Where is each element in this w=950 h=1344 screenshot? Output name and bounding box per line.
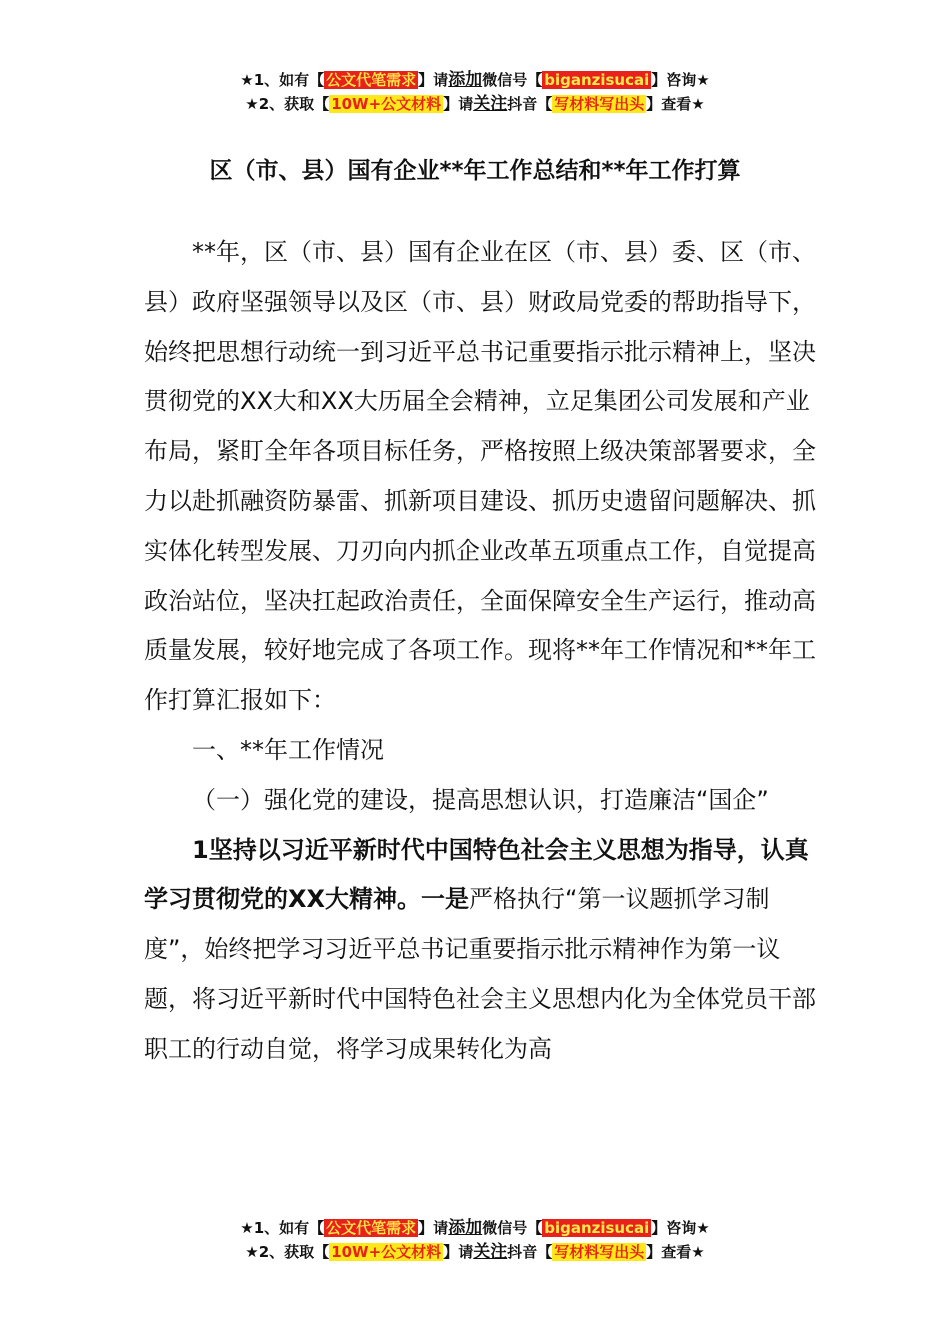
banner-highlight: biganzisucai [544,71,650,89]
banner-text: 】查看★ [646,95,705,113]
body-paragraph [144,826,824,1075]
subsection-heading: （一）强化党的建设，提高思想认识，打造廉洁“国企” [192,785,769,814]
banner-text: 微信号【 [482,71,543,89]
banner-text: ★1、如有【 [240,1219,325,1237]
banner-text: 】请 [418,71,449,89]
banner-line-1 [0,1216,950,1240]
banner-text: 】咨询★ [651,1219,710,1237]
banner-highlight: 写材料写出头 [554,1243,645,1261]
document-title: 区（市、县）国有企业**年工作总结和**年工作打算 [209,158,741,184]
banner-text: 抖音【 [507,1243,553,1261]
banner-text: ★1、如有【 [240,71,325,89]
banner-highlight: biganzisucai [544,1219,650,1237]
banner-highlight: 写材料写出头 [554,95,645,113]
paragraph-text: 严格执行“第一议题抓学习制度”，始终把学习习近平总书记重要指示批示精神作为第一议题，将习近平新时代中国特色社会主义思想内化为全体党员干部职工的行动自觉，将学习成果转化为高 [144,885,816,1063]
banner-emphasis: 关注 [473,94,508,114]
banner-highlight: 10W+公文材料 [331,1243,442,1261]
banner-line-2 [0,1240,950,1264]
banner-highlight: 公文代笔需求 [326,71,417,89]
banner-text: ★2、获取【 [245,95,330,113]
banner-emphasis: 关注 [473,1242,508,1262]
document-body [144,228,824,1075]
banner-text: 抖音【 [507,95,553,113]
header-banner [0,68,950,116]
banner-highlight: 公文代笔需求 [326,1219,417,1237]
banner-text: 】请 [418,1219,449,1237]
intro-paragraph: **年，区（市、县）国有企业在区（市、县）委、区（市、县）政府坚强领导以及区（市、县）财政局党委的帮助指导下，始终把思想行动统一到习近平总书记重要指示批示精神上，坚决贯彻党的XX大和XX大历届全会精神，立足集团公司发展和产业布局，紧盯全年各项目标任务，严格按照上级决策部署要求，全力以赴抓融资防暴雷、抓新项目建设、抓历史遗留问题解决、抓实体化转型发展、刀刃向内抓企业改革五项重点工作，自觉提高政治站位，坚决扛起政治责任，全面保障安全生产运行，推动高质量发展，较好地完成了各项工作。现将**年工作情况和**年工作打算汇报如下： [144,238,816,715]
section-heading: 一、**年工作情况 [192,735,384,764]
banner-text: 】请 [443,1243,474,1261]
banner-emphasis: 添加 [448,70,483,90]
banner-text: 】咨询★ [651,71,710,89]
banner-text: 】查看★ [646,1243,705,1261]
banner-text: 】请 [443,95,474,113]
banner-line-1 [0,68,950,92]
banner-text: 微信号【 [482,1219,543,1237]
banner-highlight: 10W+公文材料 [331,95,442,113]
banner-text: ★2、获取【 [245,1243,330,1261]
banner-line-2 [0,92,950,116]
footer-banner [0,1216,950,1264]
paragraph-lead: 1坚持以习近平新时代中国特色社会主义思想为指导，认真学习贯彻党的XX大精神。一是 [144,835,809,914]
banner-emphasis: 添加 [448,1218,483,1238]
